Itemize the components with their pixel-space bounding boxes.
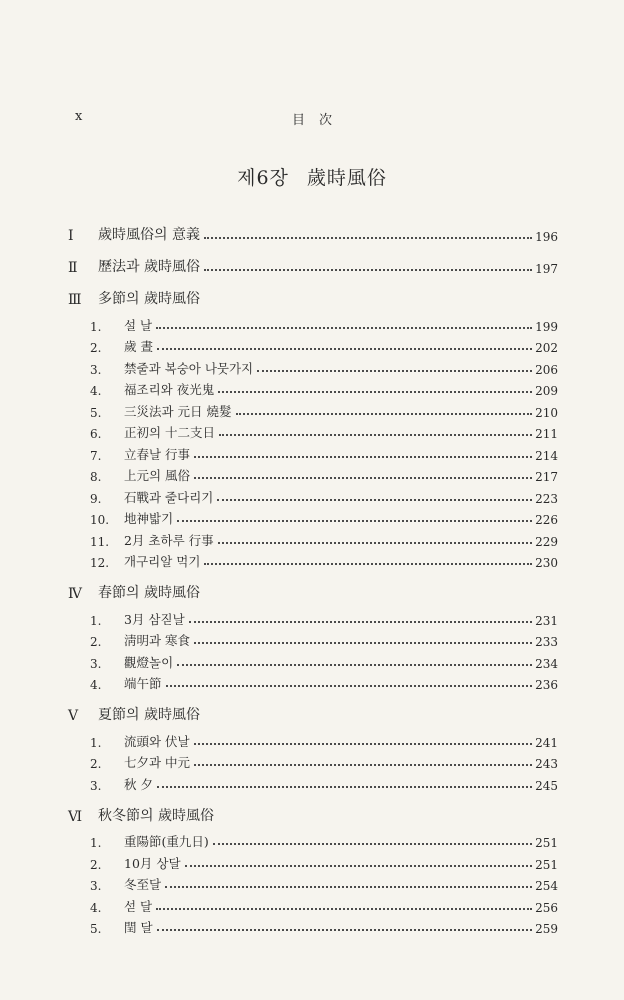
entry-title: 正初의 十二支日 <box>124 425 216 440</box>
entry-title: 10月 상달 <box>124 855 181 871</box>
entry-number: 4. <box>90 678 102 692</box>
dot-leader <box>156 327 532 329</box>
page-number: 196 <box>535 230 558 244</box>
toc-entry-row <box>68 312 558 334</box>
entry-title: 2月 초하루 行事 <box>124 532 214 548</box>
toc-section-row <box>68 218 558 244</box>
page-number: 251 <box>535 857 558 872</box>
toc-entry <box>68 312 558 334</box>
page-number: 202 <box>535 341 558 355</box>
dot-leader <box>204 237 532 239</box>
dot-leader <box>194 764 532 766</box>
section-numeral: Ⅳ <box>68 586 82 602</box>
toc-section <box>68 698 558 724</box>
entry-title: 秋 夕 <box>124 776 153 792</box>
toc-entry <box>68 420 558 442</box>
dot-leader <box>156 908 532 910</box>
dot-leader <box>204 563 532 565</box>
toc-entry <box>68 628 558 650</box>
toc-entry <box>68 377 558 399</box>
entry-number: 5. <box>90 405 102 420</box>
toc-section-row <box>68 250 558 276</box>
entry-number: 3. <box>90 778 102 793</box>
page-number: 251 <box>535 836 558 850</box>
toc-section-group <box>68 282 558 570</box>
toc-entry-row <box>68 829 558 851</box>
entry-number: 11. <box>90 534 110 549</box>
entry-title: 福조리와 夜光鬼 <box>124 382 215 397</box>
entry-number: 10. <box>90 513 110 527</box>
toc-entry <box>68 527 558 549</box>
section-title: 多節의 歲時風俗 <box>98 291 200 307</box>
toc-section-row <box>68 799 558 825</box>
page-number: 199 <box>535 319 558 334</box>
entry-number: 2. <box>90 341 102 355</box>
entry-number: 4. <box>90 900 102 915</box>
toc-section <box>68 282 558 308</box>
entry-number: 1. <box>90 613 102 628</box>
toc-entry-row <box>68 628 558 650</box>
entry-number: 2. <box>90 757 102 771</box>
toc-entry-row <box>68 355 558 377</box>
toc-section-group <box>68 799 558 937</box>
dot-leader <box>157 348 532 350</box>
section-numeral: Ⅴ <box>68 708 79 724</box>
toc-entry <box>68 463 558 485</box>
toc-entry-row <box>68 606 558 628</box>
toc-entry-row <box>68 850 558 872</box>
dot-leader <box>257 370 532 372</box>
toc-entry-row <box>68 398 558 420</box>
page-number: 254 <box>535 879 558 893</box>
running-head: 目次 <box>291 113 346 128</box>
chapter-name: 歲時風俗 <box>306 167 387 189</box>
dot-leader <box>157 786 532 788</box>
toc-entry-row <box>68 671 558 693</box>
toc-entry <box>68 671 558 693</box>
page-number: 234 <box>535 656 558 671</box>
entry-title: 立春날 行事 <box>124 446 191 462</box>
toc-entry-row <box>68 649 558 671</box>
entry-number: 3. <box>90 879 102 893</box>
page-number: 214 <box>535 448 558 463</box>
entry-title: 淸明과 寒食 <box>124 633 191 648</box>
toc-entry <box>68 606 558 628</box>
dot-leader <box>236 413 533 415</box>
entry-title: 上元의 風俗 <box>124 468 191 483</box>
page-number: 206 <box>535 362 558 377</box>
toc-entry <box>68 334 558 356</box>
toc-entry-row <box>68 728 558 750</box>
entry-title: 설 날 <box>124 317 153 333</box>
dot-leader <box>194 477 532 479</box>
section-title: 秋冬節의 歲時風俗 <box>98 807 214 824</box>
entry-title: 섣 달 <box>124 898 153 914</box>
dot-leader <box>166 685 533 687</box>
toc-entry-row <box>68 420 558 442</box>
entry-number: 1. <box>90 735 102 750</box>
entry-title: 石戰과 줄다리기 <box>124 489 214 505</box>
toc-entry <box>68 728 558 750</box>
entry-number: 3. <box>90 362 102 377</box>
toc-entry-row <box>68 334 558 356</box>
section-title: 歷法과 歲時風俗 <box>98 259 200 275</box>
entry-title: 流頭와 伏날 <box>124 733 190 749</box>
toc-section-group <box>68 218 558 244</box>
entry-number: 12. <box>90 556 110 570</box>
section-numeral: Ⅲ <box>68 292 82 308</box>
entry-title: 禁줄과 복숭아 나뭇가지 <box>124 360 254 376</box>
dot-leader <box>194 743 532 745</box>
dot-leader <box>189 621 532 623</box>
page-number: 197 <box>535 262 558 276</box>
dot-leader <box>204 269 532 271</box>
toc-entry <box>68 484 558 506</box>
entry-title: 七夕과 中元 <box>124 755 191 770</box>
section-numeral: Ⅰ <box>68 228 74 244</box>
toc-entry-row <box>68 377 558 399</box>
entry-number: 8. <box>90 470 102 484</box>
page-number: 211 <box>535 427 558 441</box>
toc-entry <box>68 872 558 894</box>
toc-entry-row <box>68 750 558 772</box>
section-numeral: Ⅵ <box>68 808 83 825</box>
toc-entry <box>68 915 558 937</box>
toc-entry-row <box>68 872 558 894</box>
entry-number: 4. <box>90 384 102 398</box>
page-number: 245 <box>535 778 558 793</box>
toc-section-group <box>68 576 558 692</box>
dot-leader <box>177 664 532 666</box>
page-number: 243 <box>535 757 558 771</box>
toc-entry-row <box>68 484 558 506</box>
entry-number: 1. <box>90 319 102 334</box>
page-marker: x <box>75 109 84 124</box>
toc-section <box>68 799 558 825</box>
entry-number: 2. <box>90 635 102 649</box>
toc-section-row <box>68 576 558 602</box>
entry-number: 5. <box>90 922 102 936</box>
toc-section-row <box>68 698 558 724</box>
toc-entry <box>68 441 558 463</box>
toc-entry-row <box>68 771 558 793</box>
page-number: 241 <box>535 735 558 750</box>
entry-title: 端午節 <box>124 676 162 691</box>
section-numeral: Ⅱ <box>68 260 78 276</box>
dot-leader <box>165 886 532 888</box>
toc-entry <box>68 893 558 915</box>
page-number: 233 <box>535 635 558 649</box>
toc-section-group <box>68 698 558 793</box>
page-number: 223 <box>535 491 558 506</box>
toc-entry <box>68 506 558 528</box>
toc-section-row <box>68 282 558 308</box>
entry-number: 3. <box>90 656 102 671</box>
entry-number: 2. <box>90 857 102 872</box>
toc-entry <box>68 750 558 772</box>
entry-title: 觀燈놀이 <box>124 654 174 670</box>
toc-entry <box>68 649 558 671</box>
chapter-title <box>0 163 624 190</box>
toc-entry-row <box>68 506 558 528</box>
entry-title: 冬至달 <box>124 877 162 892</box>
dot-leader <box>217 499 532 501</box>
page-number: 256 <box>535 900 558 915</box>
entry-number: 7. <box>90 448 102 463</box>
dot-leader <box>219 434 532 436</box>
toc-entry <box>68 771 558 793</box>
page-number: 217 <box>535 470 558 484</box>
page-number: 226 <box>535 513 558 527</box>
toc-section <box>68 250 558 276</box>
toc-entry <box>68 829 558 851</box>
dot-leader <box>194 456 532 458</box>
toc-section <box>68 576 558 602</box>
toc-section-group <box>68 250 558 276</box>
entry-title: 閏 달 <box>124 920 153 935</box>
entry-title: 歲 晝 <box>124 339 153 354</box>
dot-leader <box>218 391 532 393</box>
page-number: 210 <box>535 405 558 420</box>
toc-entry <box>68 398 558 420</box>
toc-section <box>68 218 558 244</box>
section-title: 歲時風俗의 意義 <box>98 227 200 243</box>
entry-title: 개구리알 먹기 <box>124 554 201 569</box>
chapter-number: 제6장 <box>237 167 289 189</box>
section-title: 春節의 歲時風俗 <box>98 585 200 601</box>
toc-entry <box>68 850 558 872</box>
dot-leader <box>177 520 532 522</box>
dot-leader <box>194 642 532 644</box>
entry-number: 6. <box>90 427 102 441</box>
dot-leader <box>213 843 532 845</box>
toc-entry-row <box>68 527 558 549</box>
page-number: 259 <box>535 922 558 936</box>
dot-leader <box>157 929 533 931</box>
toc-entry-row <box>68 893 558 915</box>
table-of-contents <box>68 218 558 942</box>
page-number: 230 <box>535 556 558 570</box>
entry-number: 1. <box>90 836 102 850</box>
page-number: 209 <box>535 384 558 398</box>
toc-entry-row <box>68 441 558 463</box>
entry-title: 三災法과 元日 燒髮 <box>124 403 232 419</box>
page-number: 231 <box>535 613 558 628</box>
dot-leader <box>218 542 532 544</box>
page-number: 236 <box>535 678 558 692</box>
entry-title: 重陽節(重九日) <box>124 834 209 849</box>
entry-title: 地神밟기 <box>124 511 174 526</box>
toc-entry-row <box>68 463 558 485</box>
toc-entry-row <box>68 915 558 937</box>
toc-entry-row <box>68 549 558 571</box>
entry-title: 3月 삼짇날 <box>124 611 185 627</box>
toc-entry <box>68 549 558 571</box>
section-title: 夏節의 歲時風俗 <box>98 707 200 723</box>
page-number: 229 <box>535 534 558 549</box>
entry-number: 9. <box>90 491 102 506</box>
toc-entry <box>68 355 558 377</box>
dot-leader <box>185 865 533 867</box>
